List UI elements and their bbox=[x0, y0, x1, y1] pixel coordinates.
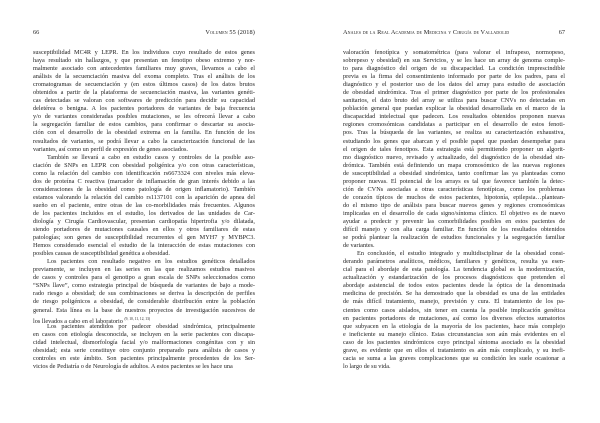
line-text: actualización y estandarización de los procesos diagnósticos que pretenden el bbox=[343, 274, 565, 282]
text-line bbox=[33, 202, 255, 210]
line-text: Los pacientes atendidos por padecer obesidad sindrómica, principalmente bbox=[47, 322, 255, 330]
line-text: sanitarios, el dato bruto del array se utiliza para buscar CNVs no detectadas en bbox=[343, 97, 565, 105]
text-line bbox=[343, 97, 565, 105]
text-line bbox=[343, 315, 565, 323]
citation-reference: (9, 10, 11, 12, 13) bbox=[124, 316, 151, 321]
line-text: También se llevará a cabo en estudio casos y controles de la posible aso- bbox=[47, 153, 255, 161]
line-text: de riesgo poligénicos a obesidad, de considerable distribución entre la población bbox=[33, 298, 255, 306]
line-text: de más difícil tratamiento, manejo, previsión y cura. El tratamiento de los pa- bbox=[343, 298, 565, 306]
line-text: estamos valorando la relación del cambio rs1137101 con la aparición de apnea del bbox=[33, 193, 255, 201]
text-line bbox=[33, 363, 255, 371]
line-text: cas detectadas se valoran con softwares de predicción para decidir su capacidad bbox=[33, 97, 255, 105]
text-line bbox=[33, 234, 255, 242]
line-text: caso de los pacientes sindrómicos cuyo principal síntoma asociado es la obesidad bbox=[343, 338, 565, 346]
text-line bbox=[343, 282, 565, 290]
paragraph bbox=[33, 154, 255, 259]
line-text: pos. Tras la búsqueda de las variantes, se realiza su caracterización exhaustiva, bbox=[343, 129, 565, 137]
line-text: ayudar a predecir y prevenir las comorbilidades posibles en estos pacientes de bbox=[343, 217, 565, 225]
line-text: estudiando los genes que abarcan y el posible papel que puedan desempeñar para bbox=[343, 137, 565, 145]
text-line bbox=[343, 49, 565, 57]
line-text: en casos con etiología desconocida, se incluyen en la serie pacientes con discapa- bbox=[33, 330, 255, 338]
line-text: previamente, se incluyen en las series en las que realizamos estudios masivos bbox=[33, 266, 255, 274]
line-text: como la relación del cambio con identificación rs6673324 con niveles más eleva- bbox=[33, 169, 255, 177]
text-line bbox=[33, 129, 255, 137]
running-head: Volumen 55 (2018) bbox=[205, 29, 255, 36]
text-line bbox=[343, 347, 565, 355]
text-line bbox=[33, 210, 255, 218]
text-line bbox=[343, 242, 565, 250]
paragraph bbox=[343, 250, 565, 371]
line-text: ción de CVNs asociadas a otras características fenotípicas, como los problemas bbox=[343, 185, 565, 193]
text-line bbox=[343, 121, 565, 129]
text-line bbox=[343, 298, 565, 306]
text-line bbox=[343, 250, 565, 258]
text-line bbox=[33, 57, 255, 65]
text-line bbox=[343, 307, 565, 315]
text-line bbox=[343, 266, 565, 274]
line-text: resultados de variantes, se podrá llevar a cabo la caracterización funcional de las bbox=[33, 137, 255, 145]
text-line bbox=[343, 178, 565, 186]
text-line bbox=[343, 258, 565, 266]
line-text: En conclusión, el estudio integrado y multidisciplinar de la obesidad consi- bbox=[357, 250, 565, 258]
line-text: de casos y controles para el genotipo a gran escala de SNPs seleccionados como bbox=[33, 274, 255, 282]
paragraph bbox=[33, 49, 255, 154]
line-text: lo largo de su vida. bbox=[343, 362, 391, 370]
paragraph bbox=[33, 258, 255, 325]
text-line bbox=[33, 170, 255, 178]
line-text: medicina de precisión. Se ha demostrado que la obesidad es una de las entidades bbox=[343, 290, 565, 298]
text-line bbox=[343, 363, 565, 371]
line-text: sobrepeso y obesidad) en sus Servicios, y se les hace un array de genoma comple- bbox=[343, 57, 565, 65]
line-text: implicadas en el desarrollo de cada signo/síntoma clínico. El objetivo es de nuevo bbox=[343, 209, 565, 217]
line-text: proponer nuevas. El potencial de los arrays es tal que favorece también la detec- bbox=[343, 177, 565, 185]
text-column bbox=[343, 49, 565, 371]
line-text: malmente asociado con antecedentes familiares muy graves, llevamos a cabo el bbox=[33, 65, 255, 73]
paragraph bbox=[343, 49, 565, 250]
text-line bbox=[343, 170, 565, 178]
line-text: “SNPs llave”, como estrategia principal de búsqueda de variantes de bajo a mode- bbox=[33, 282, 255, 290]
text-line bbox=[33, 73, 255, 81]
text-line bbox=[33, 138, 255, 146]
text-line bbox=[33, 266, 255, 274]
text-line bbox=[343, 226, 565, 234]
line-text: variantes, así como un perfil de expresión de genes asociados. bbox=[33, 145, 188, 153]
line-text: y/o de variantes consideradas posibles mutaciones, se les ofrecerá llevar a cabo bbox=[33, 113, 255, 121]
text-line bbox=[343, 234, 565, 242]
text-line bbox=[343, 154, 565, 162]
text-line bbox=[343, 57, 565, 65]
line-text: mo diagnóstico nuevo, revisado y actualizado, del diagnóstico de la obesidad sin- bbox=[343, 153, 565, 161]
text-line bbox=[33, 89, 255, 97]
text-line bbox=[343, 186, 565, 194]
line-text: se podrá plantear la realización de estudios funcionales y la segregación familiar bbox=[343, 234, 565, 242]
paragraph bbox=[33, 323, 255, 371]
text-line bbox=[33, 355, 255, 363]
line-text: cromatogramas de secuenciación y (en estos últimos casos) de los datos brutos bbox=[33, 81, 255, 89]
text-line bbox=[33, 347, 255, 355]
text-line bbox=[343, 162, 565, 170]
line-text: derando parámetros analíticos, médicos, familiares y genéticos, resulta ya esen- bbox=[343, 258, 565, 266]
line-text: población general que puedan explicar la obesidad desarrollada en el marco de la bbox=[343, 105, 565, 113]
line-text: ción con el desarrollo de la obesidad extrema en la familia. En función de los bbox=[33, 129, 255, 137]
page-number: 66 bbox=[33, 29, 40, 36]
line-text: haya resultado sin hallazgos, y que presentan un fenotipo obeso extremo y nor- bbox=[33, 57, 255, 65]
line-text: controles en este ámbito. Son pacientes principalmente procedentes de los Ser- bbox=[33, 354, 255, 362]
line-text: discapacidad intelectual que padecen. Los resultados obtenidos proponen nuevas bbox=[343, 113, 565, 121]
text-line bbox=[33, 218, 255, 226]
line-text: siendo portadores de mutaciones causales en ellos y otros familiares de estas bbox=[33, 226, 255, 234]
text-line bbox=[33, 250, 255, 258]
text-line bbox=[343, 210, 565, 218]
text-line bbox=[33, 81, 255, 89]
text-line bbox=[343, 89, 565, 97]
page-number: 67 bbox=[558, 29, 565, 36]
line-text: posibles causas de susceptibilidad genética a obesidad. bbox=[33, 250, 170, 258]
text-line bbox=[33, 274, 255, 282]
line-text: valoración fenotípica y somatométrica (para valorar el infrapeso, normopeso, bbox=[343, 49, 565, 56]
line-text: obesidad; esta serie constituye otro conjunto preparado para análisis de casos y bbox=[33, 346, 255, 354]
text-line bbox=[33, 97, 255, 105]
line-text: la segregación familiar de estos cambios, para confirmar o descartar su asocia- bbox=[33, 121, 255, 129]
line-text: cacia se suma a las graves complicaciones que su condición les suele ocasionar a bbox=[343, 354, 565, 362]
text-line bbox=[33, 186, 255, 194]
text-line bbox=[33, 258, 255, 266]
line-text: dos de proteína C reactiva (marcador de inflamación de gran interés debido a las bbox=[33, 177, 255, 185]
text-line bbox=[343, 138, 565, 146]
text-line bbox=[33, 146, 255, 154]
text-line bbox=[33, 242, 255, 250]
line-text: de obesidad sindrómica. Tras el primer diagnóstico por parte de los profesionales bbox=[343, 89, 565, 97]
line-text: to para diagnóstico del origen de su discapacidad. La condición imprescindible bbox=[343, 65, 565, 73]
line-text: sueño en el paciente, entre otras de las co-morbilidades más frecuentes. Algunos bbox=[33, 201, 255, 209]
line-text: obtenidos a partir de la plataforma de secuenciación masiva, las variantes genéti- bbox=[33, 89, 255, 97]
line-text: Hemos considerado esencial el estudio de la interacción de estas mutaciones con bbox=[33, 242, 255, 250]
line-text: diagnóstico y el posterior uso de los datos del array para estudio de asociación bbox=[343, 81, 565, 89]
text-line bbox=[33, 49, 255, 57]
line-text: do el mismo tipo de análisis para buscar nuevos genes y regiones cromosómicas bbox=[343, 201, 565, 209]
line-text: los llevados a cabo en el laboratorio bbox=[33, 317, 125, 325]
line-text: regiones cromosómicas candidatas a participar en el desarrollo de estos fenoti- bbox=[343, 121, 565, 129]
text-line bbox=[343, 355, 565, 363]
text-line bbox=[33, 154, 255, 162]
line-text: consideraciones de la obesidad como patología de origen inflamatorio). También bbox=[33, 185, 255, 193]
text-line bbox=[33, 178, 255, 186]
text-line bbox=[343, 105, 565, 113]
line-text: cidad intelectual, dismorfología facial y/o malformaciones congénitas con y sin bbox=[33, 338, 255, 346]
line-text: de los pacientes incluidos en el estudio, los derivados de las unidades de Car- bbox=[33, 209, 255, 217]
text-line bbox=[343, 81, 565, 89]
line-text: e ineficiente su manejo clínico. Estas circunstancias son aún más evidentes en el bbox=[343, 330, 565, 338]
line-text: Los pacientes con resultado negativo en los estudios genéticos detallados bbox=[47, 258, 255, 266]
line-text: abordaje asistencial de todos estos pacientes desde la óptica de la denominada bbox=[343, 282, 565, 290]
text-line bbox=[33, 315, 255, 323]
line-text: deletérea o benigna. A los pacientes portadores de variantes de baja frecuencia bbox=[33, 105, 255, 113]
text-line bbox=[343, 331, 565, 339]
line-text: de susceptibilidad a obesidad sindrómica, tanto confirmar las ya planteadas como bbox=[343, 169, 565, 177]
text-line bbox=[343, 290, 565, 298]
line-text: cientes como casos aislados, sin tener en cuenta la posible implicación genética bbox=[343, 306, 565, 314]
line-text: patologías; son genes de susceptibilidad recurrentes el gen MYH7 y MYBPC3. bbox=[33, 234, 255, 242]
text-line bbox=[33, 113, 255, 121]
text-line bbox=[343, 129, 565, 137]
line-text: vicios de Pediatría o de Neurología de adultos. A estos pacientes se les hace una bbox=[33, 362, 233, 370]
line-text: previa es la firma del consentimiento informado por parte de los padres, para el bbox=[343, 73, 565, 81]
text-line bbox=[33, 282, 255, 290]
text-line bbox=[33, 121, 255, 129]
line-text: de variantes. bbox=[343, 242, 375, 250]
text-line bbox=[33, 194, 255, 202]
text-line bbox=[343, 73, 565, 81]
text-line bbox=[33, 162, 255, 170]
line-text: ciación de SNPs en LEPR con obesidad poligénica y/o con otras características, bbox=[33, 161, 255, 169]
line-text: grave, es evidente que en ellos el tratamiento es aún más complicado, y su inefi- bbox=[343, 346, 565, 354]
line-text: de corazón típicos de muchos de estos pacientes, hipotonía, epilepsia…plantean- bbox=[343, 193, 565, 201]
text-line bbox=[33, 323, 255, 331]
text-line bbox=[343, 218, 565, 226]
text-line bbox=[33, 226, 255, 234]
text-line bbox=[33, 307, 255, 315]
line-text: el origen de tales fenotipos. Esta estrategia está permitiendo proponer un algorit- bbox=[343, 145, 565, 153]
line-text: que subyacen en la etiología de la mayoría de los pacientes, hace más complejo bbox=[343, 322, 565, 330]
right-page bbox=[300, 0, 600, 423]
text-line bbox=[343, 323, 565, 331]
text-line bbox=[343, 113, 565, 121]
text-line bbox=[33, 331, 255, 339]
text-line bbox=[343, 65, 565, 73]
text-line bbox=[33, 105, 255, 113]
text-column bbox=[33, 49, 255, 371]
line-text: susceptibilidad MC4R y LEPR. En los individuos cuyo resultado de estos genes bbox=[33, 49, 255, 56]
running-head: Anales de la Real Academia de Medicina y Cirugía de Valladolid bbox=[343, 29, 510, 36]
line-text: análisis de la secuenciación masiva del exoma completo. Tras el análisis de los bbox=[33, 73, 255, 81]
text-line bbox=[343, 274, 565, 282]
line-text: cial para el abordaje de esta patología. La tendencia global es la modernización, bbox=[343, 266, 565, 274]
line-text: en pacientes portadores de mutaciones, así como los diversos efectos sumatorios bbox=[343, 314, 565, 322]
line-text: general. Esta línea es la base de nuestros proyectos de investigación sucesivos de bbox=[33, 306, 255, 314]
text-line bbox=[343, 146, 565, 154]
text-line bbox=[343, 339, 565, 347]
text-line bbox=[33, 290, 255, 298]
text-line bbox=[33, 298, 255, 306]
text-line bbox=[343, 194, 565, 202]
text-line bbox=[33, 65, 255, 73]
line-text: drómica. También está definiendo un mapa cromosómico de las nuevas regiones bbox=[343, 161, 565, 169]
text-line bbox=[343, 202, 565, 210]
text-line bbox=[33, 339, 255, 347]
line-text: rado riesgo a obesidad; de sus combinaciones se deriva la descripción de perfiles bbox=[33, 290, 255, 298]
line-text: diología y Cirugía Cardiovascular, presentan cardiopatía hipertrofia y/o dilatada, bbox=[33, 217, 255, 225]
line-text: difícil manejo y con alta carga familiar. En función de los resultados obtenidos bbox=[343, 226, 565, 234]
